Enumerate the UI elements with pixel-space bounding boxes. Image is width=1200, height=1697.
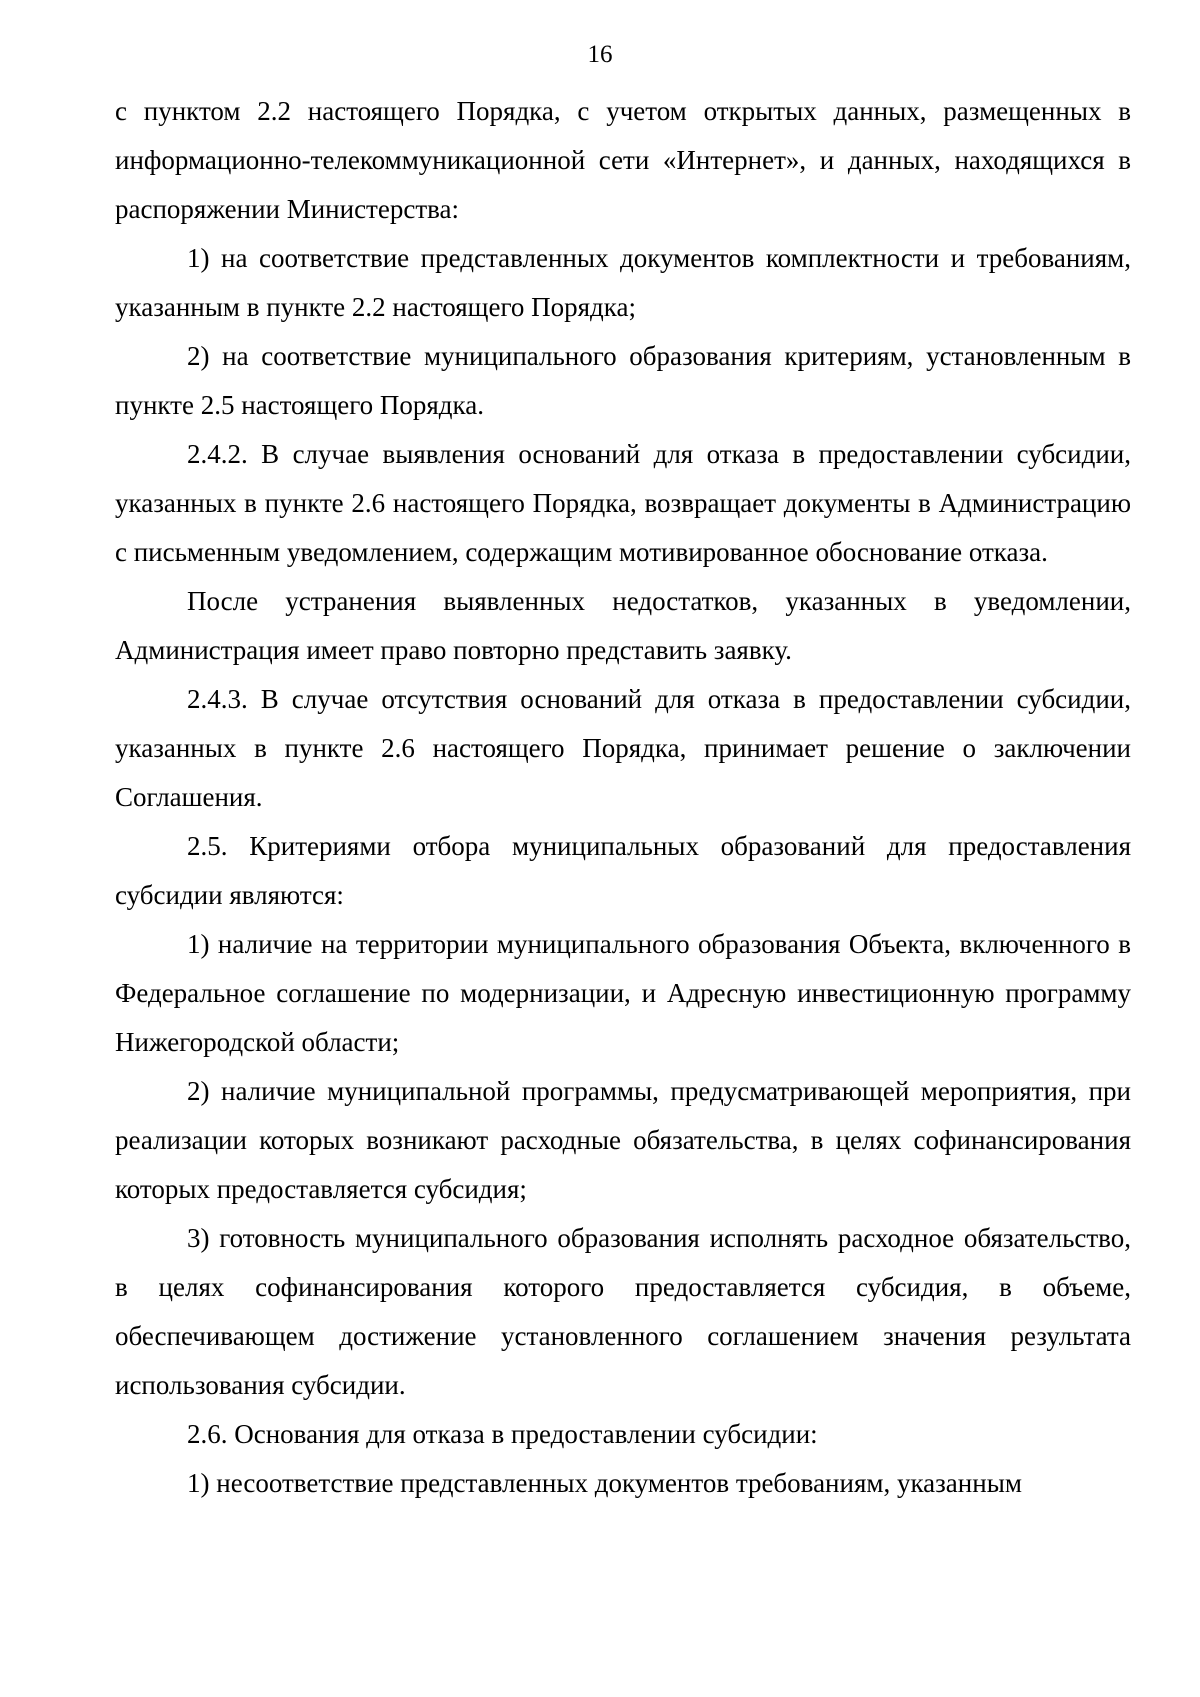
page-number: 16 <box>587 41 613 68</box>
paragraph-2-4-3: 2.4.3. В случае отсутствия оснований для отказа в предоставлении субсидии, указанных в пункте 2.6 настоящего Порядка, принимает решение о заключении Соглашения. <box>115 684 1131 812</box>
paragraph-item-1-completeness: 1) на соответствие представленных документов комплектности и требованиям, указанным в пункте 2.2 настоящего Порядка; <box>115 243 1131 322</box>
paragraph-item-2-criteria: 2) на соответствие муниципального образования критериям, установленным в пункте 2.5 настоящего Порядка. <box>115 341 1131 420</box>
document-body <box>115 87 1131 1508</box>
paragraph-criterion-2: 2) наличие муниципальной программы, предусматривающей мероприятия, при реализации которых возникают расходные обязательства, в целях софинансирования которых предоставляется субсидия; <box>115 1076 1131 1204</box>
paragraph-2-5: 2.5. Критериями отбора муниципальных образований для предоставления субсидии являются: <box>115 831 1131 910</box>
paragraph-refusal-ground-1: 1) несоответствие представленных документов требованиям, указанным <box>187 1468 1022 1498</box>
paragraph-resubmission: После устранения выявленных недостатков, указанных в уведомлении, Администрация имеет право повторно представить заявку. <box>115 586 1131 665</box>
paragraph-2-6: 2.6. Основания для отказа в предоставлении субсидии: <box>187 1419 818 1449</box>
paragraph-2-4-2: 2.4.2. В случае выявления оснований для отказа в предоставлении субсидии, указанных в пункте 2.6 настоящего Порядка, возвращает документы в Администрацию с письменным уведомлением, содержащим мотивированное обоснование отказа. <box>115 439 1131 567</box>
paragraph-criterion-3: 3) готовность муниципального образования исполнять расходное обязательство, в целях софинансирования которого предоставляется субсидия, в объеме, обеспечивающем достижение установленного соглашением значения результата использования субсидии. <box>115 1223 1131 1400</box>
paragraph-continuation: с пунктом 2.2 настоящего Порядка, с учетом открытых данных, размещенных в информационно-телекоммуникационной сети «Интернет», и данных, находящихся в распоряжении Министерства: <box>115 96 1131 224</box>
paragraph-criterion-1: 1) наличие на территории муниципального образования Объекта, включенного в Федеральное соглашение по модернизации, и Адресную инвестиционную программу Нижегородской области; <box>115 929 1131 1057</box>
